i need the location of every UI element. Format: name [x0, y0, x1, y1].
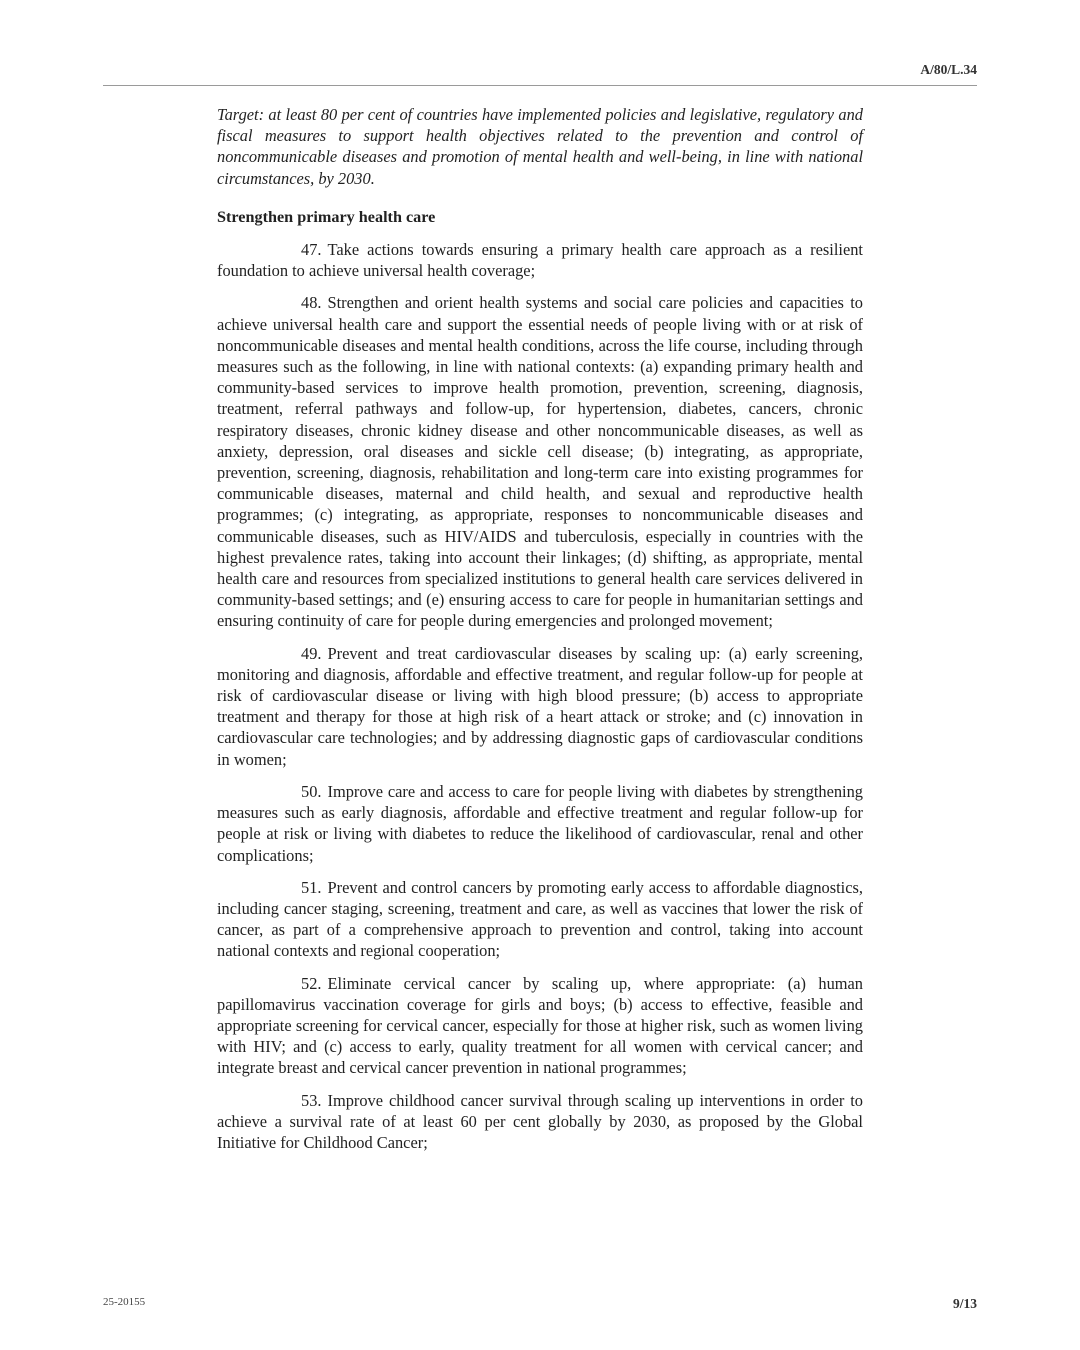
paragraph-text: Improve care and access to care for people living with diabetes by strengthening measures such as early diagnosis, affordable and effective treatment and regular follow-up for people at risk or living with diabetes to reduce the likelihood of cardiovascular, renal and other complications;: [217, 781, 863, 865]
paragraph-47: [217, 239, 863, 281]
paragraph-text: Prevent and treat cardiovascular diseases by scaling up: (a) early screening, monitoring and diagnosis, affordable and effective treatment, and regular follow-up for people at risk of cardiovascular disease or living with high blood pressure; (b) access to appropriate treatment and therapy for those at high risk of a heart attack or stroke; and (c) innovation in cardiovascular care technologies; and by addressing diagnostic gaps of cardiovascular conditions in women;: [217, 643, 863, 769]
header-divider: [103, 85, 977, 86]
document-body: [217, 104, 863, 1164]
paragraph-50: [217, 781, 863, 866]
paragraph-number: 52.: [301, 973, 322, 993]
page-number: 9/13: [952, 1296, 977, 1311]
section-heading: Strengthen primary health care: [217, 207, 436, 226]
paragraph-49: [217, 643, 863, 770]
paragraph-text: Eliminate cervical cancer by scaling up, where appropriate: (a) human papillomavirus vaccination coverage for girls and boys; (b) access to effective, feasible and appropriate screening for cervical cancer, especially for those at higher risk, such as women living with HIV; and (c) access to early, quality treatment for all women with cervical cancer; and integrate breast and cervical cancer prevention in national programmes;: [217, 973, 863, 1078]
paragraph-text: Improve childhood cancer survival through scaling up interventions in order to achieve a survival rate of at least 60 per cent globally by 2030, as proposed by the Global Initiative for Childhood Cancer;: [217, 1090, 863, 1152]
paragraph-48: [217, 292, 863, 631]
paragraph-number: 48.: [301, 293, 322, 313]
paragraph-number: 50.: [301, 781, 322, 801]
paragraph-number: 51.: [301, 877, 322, 897]
target-statement: Target: at least 80 per cent of countries have implemented policies and legislative, regulatory and fiscal measures to support health objectives related to the prevention and control of noncommunicable diseases and promotion of mental health and well-being, in line with national circumstances, by 2030.: [217, 105, 863, 188]
paragraph-number: 53.: [301, 1090, 322, 1110]
paragraph-text: Prevent and control cancers by promoting early access to affordable diagnostics, including cancer staging, screening, treatment and care, as well as vaccines that lower the risk of cancer, as part of a comprehensive approach to prevention and control, taking into account national contexts and regional cooperation;: [217, 877, 863, 961]
paragraph-text: Strengthen and orient health systems and social care policies and capacities to achieve universal health care and support the essential needs of people living with or at risk of noncommunicable diseases and mental health conditions, across the life course, including through measures such as the following, in line with national contexts: (a) expanding primary health and community-based services to improve health promotion, prevention, screening, diagnosis, treatment, referral pathways and follow-up, for hypertension, diabetes, cancers, chronic respiratory diseases, chronic kidney disease and other noncommunicable diseases, as well as anxiety, depression, oral diseases and sickle cell disease; (b) integrating, as appropriate, prevention, screening, diagnosis, rehabilitation and long-term care into existing programmes for communicable diseases, maternal and child health, and sexual and reproductive health programmes; (c) integrating, as appropriate, responses to noncommunicable diseases and communicable diseases, such as HIV/AIDS and tuberculosis, especially in countries with the highest prevalence rates, taking into account their linkages; (d) shifting, as appropriate, mental health care and resources from specialized institutions to general health care services delivered in community-based settings; and (e) ensuring access to care for people in humanitarian settings and ensuring continuity of care for people during emergencies and prolonged movement;: [217, 293, 863, 631]
paragraph-51: [217, 877, 863, 962]
paragraph-number: 49.: [301, 643, 322, 663]
paragraph-53: [217, 1090, 863, 1154]
document-symbol: A/80/L.34: [920, 62, 977, 77]
job-number: 25-20155: [103, 1296, 146, 1308]
paragraph-text: Take actions towards ensuring a primary health care approach as a resilient foundation to achieve universal health coverage;: [217, 240, 863, 281]
paragraph-52: [217, 973, 863, 1079]
paragraph-number: 47.: [301, 240, 322, 260]
